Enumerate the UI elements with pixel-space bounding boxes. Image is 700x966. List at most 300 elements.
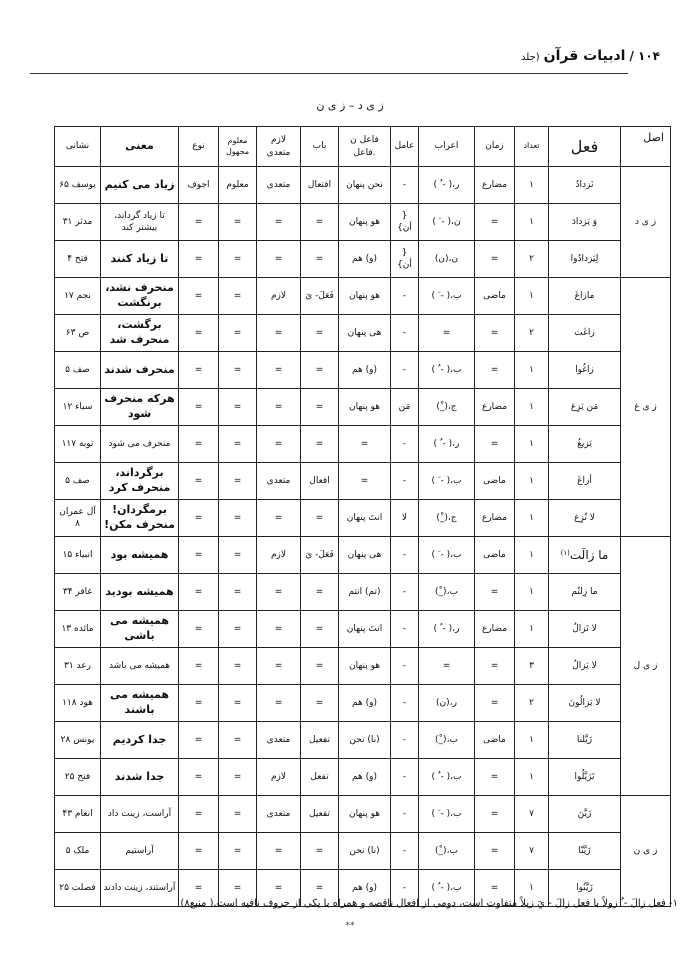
verb-count-cell: ۷ [515,796,549,833]
subject-cell: هو پنهان [339,278,391,315]
subject-cell: = [339,426,391,463]
meaning-cell: همیشه بود [101,537,179,574]
tense-cell: = [475,426,515,463]
amel-cell: - [391,722,419,759]
erab-cell: ب،(_ْ) [419,833,475,870]
verb-count-cell: ۲ [515,241,549,278]
meaning-cell: منحرف نشد، برنگشت [101,278,179,315]
tense-cell: مضارع [475,167,515,204]
subject-cell: انتَ پنهان [339,611,391,648]
voice-cell: = [219,278,257,315]
bab-cell: = [301,611,339,648]
transitivity-cell: متعدی [257,463,301,500]
erab-cell: ج،(_ْ) [419,500,475,537]
bab-cell: تفعیل [301,722,339,759]
amel-cell: - [391,648,419,685]
transitivity-cell: = [257,611,301,648]
verb-analysis-table [54,126,671,907]
subject-cell: هو پنهان [339,389,391,426]
tense-cell: = [475,796,515,833]
voice-cell: = [219,796,257,833]
col-header-bab: باب [301,127,339,167]
verb-count-cell: ۲ [515,315,549,352]
tense-cell: = [475,833,515,870]
root-cell: ز ی ن [621,796,671,907]
voice-cell: = [219,389,257,426]
erab-cell: ب،(_ْ) [419,574,475,611]
verb-cell [549,315,621,352]
table-row [55,722,671,759]
col-header-transitivity: لازم متعدی [257,127,301,167]
amel-cell: - [391,352,419,389]
table-row [55,537,671,574]
amel-cell: - [391,537,419,574]
verb-type-cell: = [179,278,219,315]
voice-cell: = [219,315,257,352]
verb-text: زَیَّلنا [576,734,593,745]
table-row [55,759,671,796]
reference-cell: مدثر ۳۱ [55,204,101,241]
verb-text: زاغُوا [575,364,594,375]
bab-cell: = [301,685,339,722]
verb-count-cell: ۱ [515,278,549,315]
verb-type-cell: = [179,241,219,278]
meaning-cell: آراستند، زینت دادند [101,870,179,907]
subject-cell: هو پنهان [339,648,391,685]
bab-cell: افعال [301,463,339,500]
erab-cell: ر،(ن) [419,685,475,722]
bab-cell: = [301,204,339,241]
verb-type-cell: = [179,759,219,796]
tense-cell: = [475,648,515,685]
amel-cell: - [391,759,419,796]
erab-cell: ج،(_ْ) [419,389,475,426]
bab-cell: = [301,833,339,870]
bab-cell: = [301,241,339,278]
verb-cell [549,167,621,204]
bab-cell: فَعَلَ- يَ [301,537,339,574]
tense-cell: = [475,759,515,796]
voice-cell: = [219,722,257,759]
voice-cell: = [219,241,257,278]
verb-cell [549,426,621,463]
voice-cell: = [219,611,257,648]
table-header-row [55,127,671,167]
amel-cell: - [391,685,419,722]
meaning-cell: همیشه می باشی [101,611,179,648]
bab-cell: = [301,352,339,389]
subject-cell: (و) هم [339,685,391,722]
amel-cell: - [391,167,419,204]
verb-count-cell: ۲ [515,685,549,722]
subject-cell: هو پنهان [339,796,391,833]
erab-cell: ب،( - َ ) [419,278,475,315]
table-row [55,315,671,352]
root-cell: ز ی غ [621,278,671,537]
reference-cell: هود ۱۱۸ [55,685,101,722]
tense-cell: ماضی [475,722,515,759]
meaning-cell: منحرف می شود [101,426,179,463]
col-header-erab: اعراب [419,127,475,167]
col-header-count: تعداد [515,127,549,167]
reference-cell: آل عمران ۸ [55,500,101,537]
verb-text: لا یَزالُ [572,660,597,671]
reference-cell: ص ۶۳ [55,315,101,352]
voice-cell: = [219,685,257,722]
verb-cell [549,537,621,574]
meaning-cell: جدا شدند [101,759,179,796]
verb-text: تَزَیَّلُوا [574,771,595,782]
verb-text: لا یَزالُونَ [568,697,601,708]
transitivity-cell: = [257,574,301,611]
verb-count-cell: ۱ [515,759,549,796]
footnote: ۱- فعل زالَ - ُ زولاً با فعل زالَ - يَ زيلاً متفاوت است، دومی از افعال ناقصه و همراه با یکی از حروف نافیه است.( منبع۸) [180,898,678,909]
verb-cell [549,278,621,315]
reference-cell: یونس ۲۸ [55,722,101,759]
verb-type-cell: = [179,463,219,500]
erab-cell: ب،( - ُ ) [419,352,475,389]
verb-type-cell: = [179,722,219,759]
bab-cell: = [301,500,339,537]
reference-cell: فتح ۲۵ [55,759,101,796]
bab-cell: = [301,389,339,426]
tense-cell: = [475,685,515,722]
voice-cell: = [219,833,257,870]
verb-cell [549,463,621,500]
verb-cell [549,352,621,389]
amel-cell: لا [391,500,419,537]
tense-cell: مضارع [475,389,515,426]
footer-mark: ** [345,921,355,931]
verb-cell [549,833,621,870]
verb-type-cell: = [179,648,219,685]
meaning-cell: برگرداند، منحرف کرد [101,463,179,500]
tense-cell: = [475,315,515,352]
amel-cell: - [391,278,419,315]
subject-cell: (تم) انتم [339,574,391,611]
transitivity-cell: = [257,241,301,278]
amel-cell: { أن} [391,241,419,278]
tense-cell: = [475,352,515,389]
reference-cell: رعد ۳۱ [55,648,101,685]
table-row [55,574,671,611]
meaning-cell: منحرف شدند [101,352,179,389]
subject-cell: (و) هم [339,870,391,907]
transitivity-cell: متعدی [257,796,301,833]
verb-count-cell: ۱ [515,537,549,574]
tense-cell: مضارع [475,500,515,537]
meaning-cell: زیاد می کنیم [101,167,179,204]
tense-cell: ماضی [475,463,515,500]
table-row [55,167,671,204]
erab-cell: ن،(ن) [419,241,475,278]
transitivity-cell: = [257,833,301,870]
verb-type-cell: = [179,611,219,648]
amel-cell: مَن [391,389,419,426]
subject-cell: (و) هم [339,241,391,278]
table-row [55,648,671,685]
amel-cell: - [391,796,419,833]
verb-cell [549,611,621,648]
verb-count-cell: ۷ [515,833,549,870]
erab-cell: ب،( - َ ) [419,463,475,500]
transitivity-cell: = [257,685,301,722]
reference-cell: سباء ۱۲ [55,389,101,426]
erab-cell: ب،( - َ ) [419,537,475,574]
voice-cell: = [219,500,257,537]
verb-text: أزاغَ [577,475,592,486]
amel-cell: - [391,463,419,500]
erab-cell: ر،( - ُ ) [419,167,475,204]
root-cell: ز ی د [621,167,671,278]
verb-count-cell: ۱ [515,870,549,907]
verb-type-cell: = [179,574,219,611]
voice-cell: = [219,204,257,241]
verb-count-cell: ۳ [515,648,549,685]
verb-count-cell: ۱ [515,611,549,648]
col-header-tense: زمان [475,127,515,167]
verb-cell [549,500,621,537]
col-header-type: نوع [179,127,219,167]
subject-cell: هی پنهان [339,315,391,352]
reference-cell: انبیاء ۱۵ [55,537,101,574]
verb-text: ما زالَت [569,547,609,562]
erab-cell: ن،( - َ ) [419,204,475,241]
subject-cell: = [339,463,391,500]
verb-count-cell: ۱ [515,500,549,537]
transitivity-cell: = [257,315,301,352]
bab-cell: تفعیل [301,796,339,833]
bab-cell: تفعل [301,759,339,796]
subject-cell: نحن پنهان [339,167,391,204]
meaning-cell: برمگردان! منحرف مکن! [101,500,179,537]
amel-cell: - [391,833,419,870]
transitivity-cell: = [257,870,301,907]
table-row [55,611,671,648]
table-row [55,241,671,278]
reference-cell: غافر ۳۴ [55,574,101,611]
bab-cell: = [301,426,339,463]
verb-cell [549,796,621,833]
tense-cell: = [475,870,515,907]
verb-text: مازاغَ [574,290,595,301]
meaning-cell: همیشه بودید [101,574,179,611]
page-number: ۱۰۴ / [629,49,660,63]
subject-cell: (نا) نحن [339,833,391,870]
volume-label: (جلد [521,52,540,63]
verb-type-cell: = [179,315,219,352]
verb-text: زَیَّنّا [578,845,591,856]
verb-count-cell: ۱ [515,722,549,759]
verb-text: زَیَّنُوا [576,882,593,893]
verb-cell [549,685,621,722]
table-row [55,389,671,426]
verb-cell [549,759,621,796]
erab-cell: ب،( - ُ ) [419,759,475,796]
bab-cell: = [301,574,339,611]
verb-type-cell: = [179,426,219,463]
meaning-cell: تا زیاد گرداند، بیشتر کند [101,204,179,241]
verb-count-cell: ۱ [515,574,549,611]
voice-cell: = [219,870,257,907]
col-header-meaning: معنی [101,127,179,167]
subject-cell: (و) هم [339,759,391,796]
reference-cell: یوسف ۶۵ [55,167,101,204]
col-header-amel: عامل [391,127,419,167]
verb-text: لِیَزدادُوا [570,253,599,264]
erab-cell: = [419,648,475,685]
verb-type-cell: = [179,537,219,574]
verb-count-cell: ۱ [515,463,549,500]
erab-cell: ب،(_ْ) [419,722,475,759]
bab-cell: = [301,315,339,352]
transitivity-cell: = [257,426,301,463]
book-title: ادبیات قرآن [543,48,626,64]
verb-cell [549,241,621,278]
voice-cell: معلوم [219,167,257,204]
verb-count-cell: ۱ [515,167,549,204]
reference-cell: توبه ۱۱۷ [55,426,101,463]
erab-cell: ر،( - ُ ) [419,426,475,463]
table-row [55,500,671,537]
footnote-marker: (۱) [560,548,570,557]
verb-text: زَیَّنَ [577,808,592,819]
amel-cell: - [391,426,419,463]
verb-text: لا تُزِغ [574,512,595,523]
verb-type-cell: اجوف [179,167,219,204]
table-row [55,352,671,389]
col-header-root: اصل [621,127,671,167]
erab-cell: ب،( - َ ) [419,796,475,833]
tense-cell: ماضی [475,278,515,315]
verb-type-cell: = [179,833,219,870]
transitivity-cell: متعدی [257,722,301,759]
voice-cell: = [219,574,257,611]
voice-cell: = [219,426,257,463]
meaning-cell: جدا کردیم [101,722,179,759]
verb-cell [549,722,621,759]
transitivity-cell: = [257,648,301,685]
amel-cell: - [391,574,419,611]
bab-cell: = [301,870,339,907]
tense-cell: = [475,241,515,278]
tense-cell: مضارع [475,611,515,648]
reference-cell: ملک ۵ [55,833,101,870]
meaning-cell: همیشه می باشند [101,685,179,722]
bab-cell: افتعال [301,167,339,204]
verb-cell [549,574,621,611]
root-cell: ز ی ل [621,537,671,796]
transitivity-cell: = [257,204,301,241]
voice-cell: = [219,759,257,796]
transitivity-cell: لازم [257,759,301,796]
reference-cell: مائده ۱۳ [55,611,101,648]
tense-cell: = [475,204,515,241]
amel-cell: - [391,611,419,648]
verb-cell [549,204,621,241]
bab-cell: فَعَلَ- يَ [301,278,339,315]
erab-cell: ر،( - ُ ) [419,611,475,648]
verb-text: لا تَزالُ [572,623,597,634]
verb-type-cell: = [179,204,219,241]
verb-type-cell: = [179,685,219,722]
meaning-cell: آراست، زینت داد [101,796,179,833]
verb-type-cell: = [179,500,219,537]
verb-text: زاغَت [574,327,595,338]
header-divider [30,73,628,74]
reference-cell: نجم ۱۷ [55,278,101,315]
table-row [55,278,671,315]
transitivity-cell: = [257,352,301,389]
bab-cell: = [301,648,339,685]
meaning-cell: برگشت، منحرف شد [101,315,179,352]
subject-cell: (نا) نحن [339,722,391,759]
verb-text: مَن یَزِغ [570,401,599,412]
meaning-cell: تا زیاد کنند [101,241,179,278]
transitivity-cell: لازم [257,278,301,315]
col-header-verb: فعل [549,127,621,167]
verb-cell [549,648,621,685]
verb-text: یَزیغُ [577,438,592,449]
meaning-cell: آراستیم [101,833,179,870]
reference-cell: فتح ۴ [55,241,101,278]
meaning-cell: همیشه می باشد [101,648,179,685]
verb-type-cell: = [179,870,219,907]
verb-type-cell: = [179,796,219,833]
transitivity-cell: = [257,389,301,426]
verb-text: وَ یَزدادَ [571,216,598,227]
reference-cell: صف ۵ [55,463,101,500]
subject-cell: (و) هم [339,352,391,389]
verb-count-cell: ۱ [515,389,549,426]
voice-cell: = [219,537,257,574]
voice-cell: = [219,352,257,389]
tense-cell: ماضی [475,537,515,574]
reference-cell: صف ۵ [55,352,101,389]
col-header-reference: نشانی [55,127,101,167]
amel-cell: - [391,315,419,352]
verb-count-cell: ۱ [515,352,549,389]
table-row [55,204,671,241]
col-header-voice: معلوم مجهول [219,127,257,167]
table-row [55,833,671,870]
page-header [521,48,660,64]
reference-cell: انعام ۴۳ [55,796,101,833]
verb-type-cell: = [179,389,219,426]
table-row [55,796,671,833]
reference-cell: فصلت ۲۵ [55,870,101,907]
erab-cell: ب،( - ُ ) [419,870,475,907]
verb-cell [549,389,621,426]
verb-count-cell: ۱ [515,426,549,463]
voice-cell: = [219,463,257,500]
amel-cell: { أن} [391,204,419,241]
voice-cell: = [219,648,257,685]
table-row [55,463,671,500]
tense-cell: = [475,574,515,611]
meaning-cell: هرکه منحرف شود [101,389,179,426]
transitivity-cell: متعدی [257,167,301,204]
col-header-subject: فاعل ن .فاعل [339,127,391,167]
subject-cell: هی پنهان [339,537,391,574]
verb-count-cell: ۱ [515,204,549,241]
table-row [55,426,671,463]
section-subtitle: ز ی د – ز ی ن [316,99,384,112]
subject-cell: هو پنهان [339,204,391,241]
amel-cell: - [391,870,419,907]
verb-text: نَزدادُ [575,179,594,190]
subject-cell: انتَ پنهان [339,500,391,537]
